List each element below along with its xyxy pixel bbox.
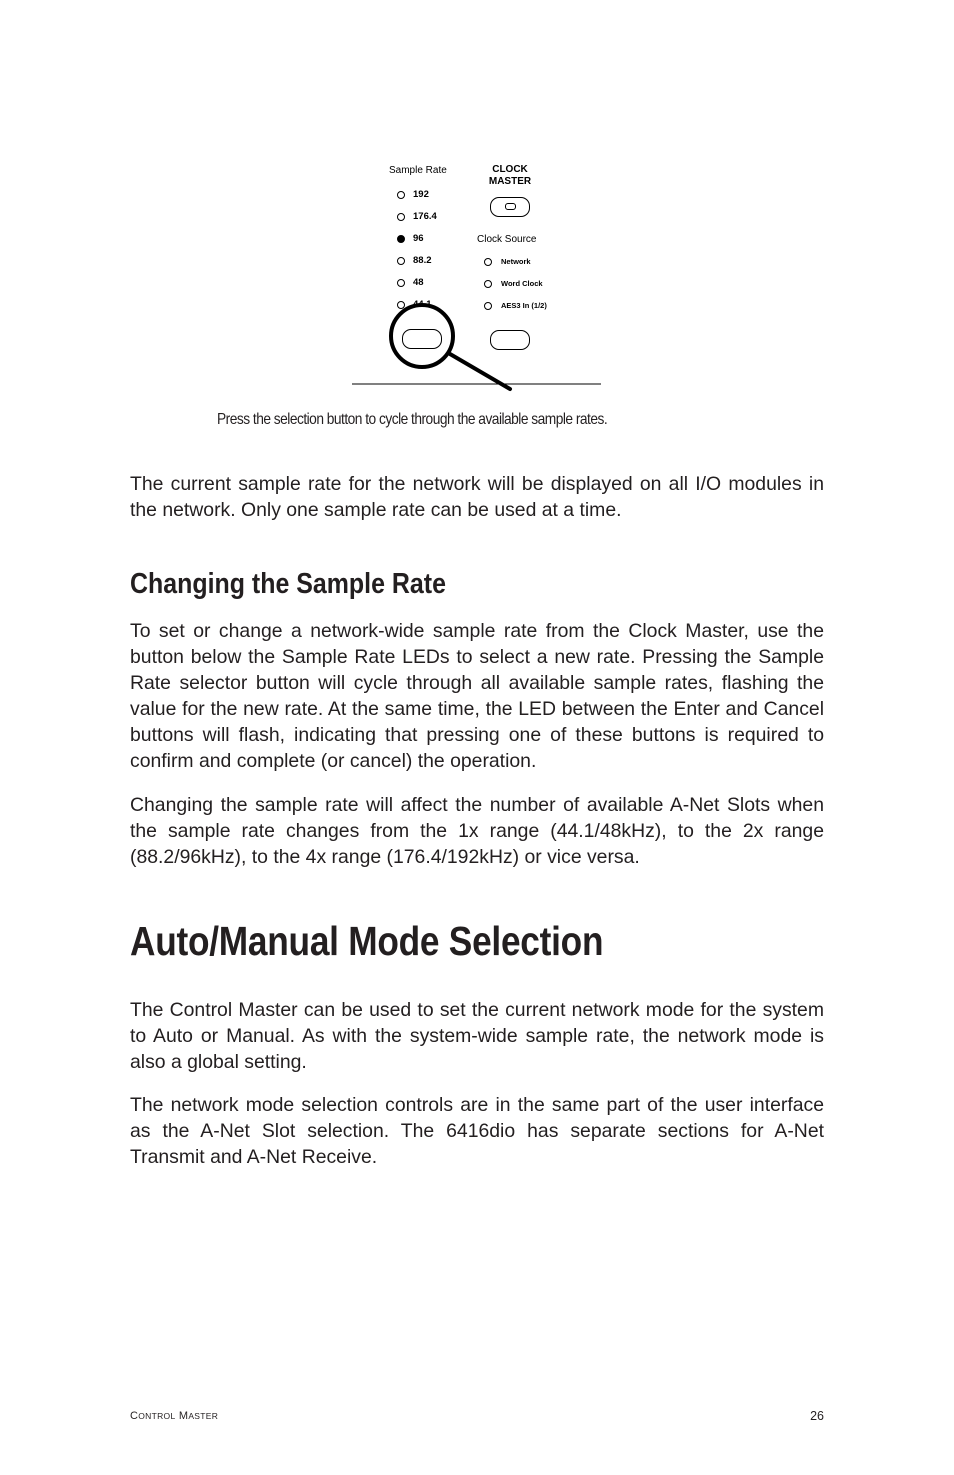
footer-aster: ASTER — [188, 1411, 219, 1421]
footer-c: C — [130, 1410, 139, 1422]
figure-caption: Press the selection button to cycle through the available sample rates. — [217, 411, 608, 428]
page-number: 26 — [810, 1409, 824, 1423]
rate-label-48: 48 — [413, 277, 424, 288]
intro-paragraph: The current sample rate for the network will be displayed on all I/O modules in the network. Only one sample rate can be used at a time. — [130, 473, 824, 521]
rate-led-44 — [397, 301, 405, 309]
mode-paragraph-1: The Control Master can be used to set the current network mode for the system to Auto or Manual. As with the system-wide sample rate, the network mode is also a global setting. — [130, 999, 824, 1073]
footer-document-title — [130, 1410, 218, 1422]
footer-m: M — [178, 1410, 189, 1422]
rate-label-176: 176.4 — [413, 211, 437, 222]
heading-changing-sample-rate: Changing the Sample Rate — [130, 568, 446, 600]
sample-rate-label: Sample Rate — [389, 165, 447, 176]
changing-paragraph-2: Changing the sample rate will affect the number of available A-Net Slots when the sample rate changes from the 1x range (44.1/48kHz), to the 2x range (88.2/96kHz), to the 4x range (176.4/192kHz) or vice versa. — [130, 794, 824, 868]
clock-master-line1: CLOCK — [492, 164, 528, 175]
clock-source-label: Clock Source — [477, 234, 537, 245]
source-label-word-clock: Word Clock — [501, 279, 543, 288]
figure-lines — [350, 160, 610, 395]
sample-rate-select-button[interactable] — [402, 329, 442, 349]
source-led-aes3 — [484, 302, 492, 310]
clock-master-indicator — [505, 203, 516, 210]
rate-label-192: 192 — [413, 189, 429, 200]
rate-label-88: 88.2 — [413, 255, 432, 266]
source-led-network — [484, 258, 492, 266]
clock-master-button[interactable] — [490, 197, 530, 217]
clock-master-label — [480, 164, 540, 188]
rate-led-176 — [397, 213, 405, 221]
source-label-network: Network — [501, 257, 531, 266]
clock-master-line2: MASTER — [488, 176, 532, 187]
rate-led-48 — [397, 279, 405, 287]
footer-ontrol: ONTROL — [138, 1411, 176, 1421]
source-led-word-clock — [484, 280, 492, 288]
rate-label-44: 44.1 — [413, 299, 432, 310]
sample-rate-panel-figure — [350, 160, 610, 395]
mode-paragraph-2: The network mode selection controls are in the same part of the user interface as the A-Net Slot selection. The 6416dio has separate sections for A-Net Transmit and A-Net Receive. — [130, 1094, 824, 1168]
changing-paragraph-1: To set or change a network-wide sample rate from the Clock Master, use the button below the Sample Rate LEDs to select a new rate. Pressing the Sample Rate selector button will cycle through all available sample rates, flashing the value for the new rate. At the same time, the LED between the Enter and Cancel buttons will flash, indicating that pressing one of these buttons is required to confirm and complete (or cancel) the operation. — [130, 620, 824, 772]
rate-label-96: 96 — [413, 233, 424, 244]
rate-led-96-active — [397, 235, 405, 243]
source-label-aes3: AES3 In (1/2) — [501, 301, 547, 310]
heading-auto-manual-mode: Auto/Manual Mode Selection — [130, 918, 604, 964]
rate-led-88 — [397, 257, 405, 265]
rate-led-192 — [397, 191, 405, 199]
clock-source-select-button[interactable] — [490, 330, 530, 350]
